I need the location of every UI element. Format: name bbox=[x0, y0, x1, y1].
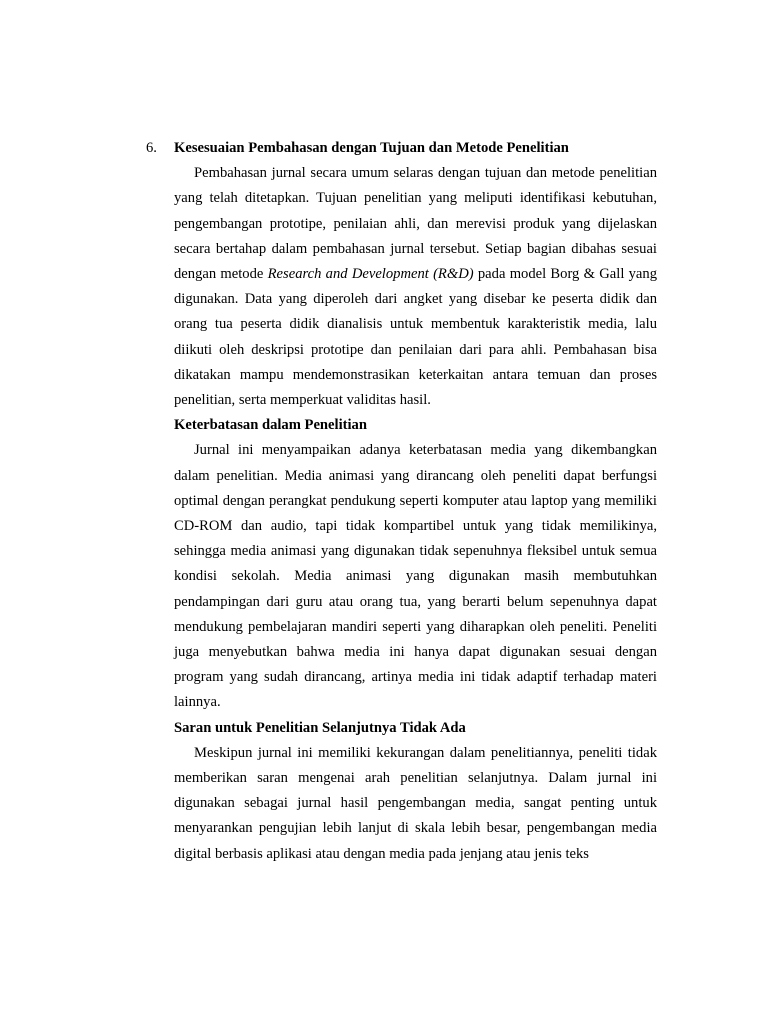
section-title: Kesesuaian Pembahasan dengan Tujuan dan Metode Penelitian bbox=[174, 140, 569, 156]
limitations-title: Keterbatasan dalam Penelitian bbox=[174, 417, 367, 434]
document-content bbox=[174, 136, 657, 867]
section-paragraph-italic: Research and Development (R&D) bbox=[267, 266, 474, 283]
section-paragraph-text-2: pada model Borg & Gall yang digunakan. Data yang diperoleh dari angket yang disebar ke peserta didik dan orang tua peserta didik dianalisis untuk membentuk karakteristik media, lalu diikuti oleh deskripsi prototipe dan penilaian dari para ahli. Pembahasan bisa dikatakan mampu mendemonstrasikan keterkaitan antara temuan dan proses penelitian, serta memperkuat validitas hasil. bbox=[174, 266, 658, 409]
limitations-paragraph: Jurnal ini menyampaikan adanya keterbatasan media yang dikembangkan dalam penelitian. Media animasi yang dirancang oleh peneliti dapat berfungsi optimal dengan perangkat pendukung seperti komputer atau laptop yang memiliki CD-ROM dan audio, tapi tidak kompartibel untuk yang tidak memilikinya, sehingga media animasi yang digunakan tidak sepenuhnya fleksibel untuk semua kondisi sekolah. Media animasi yang digunakan masih membutuhkan pendampingan dari guru atau orang tua, yang berarti belum sepenuhnya dapat mendukung pembelajaran mandiri seperti yang diharapkan oleh peneliti. Peneliti juga menyebutkan bahwa media ini hanya dapat digunakan sesuai dengan program yang sudah dirancang, artinya media ini tidak adaptif terhadap materi lainnya. bbox=[174, 442, 657, 711]
section-number: 6. bbox=[146, 140, 157, 156]
section-paragraph bbox=[174, 161, 657, 413]
suggestions-paragraph: Meskipun jurnal ini memiliki kekurangan dalam penelitiannya, peneliti tidak memberikan saran mengenai arah penelitian selanjutnya. Dalam jurnal ini digunakan sebagai jurnal hasil pengembangan media, sangat penting untuk menyarankan pengujian lebih lanjut di skala lebih besar, pengembangan media digital berbasis aplikasi atau dengan media pada jenjang atau jenis teks bbox=[174, 744, 657, 862]
section-paragraph-text-1: Pembahasan jurnal secara umum selaras dengan tujuan dan metode penelitian yang telah ditetapkan. Tujuan penelitian yang meliputi identifikasi kebutuhan, pengembangan prototipe, penilaian ahli, dan merevisi produk yang dijelaskan secara bertahap dalam pembahasan jurnal tersebut. Setiap bagian dibahas sesuai dengan metode bbox=[174, 165, 657, 283]
suggestions-title: Saran untuk Penelitian Selanjutnya Tidak Ada bbox=[174, 719, 466, 736]
